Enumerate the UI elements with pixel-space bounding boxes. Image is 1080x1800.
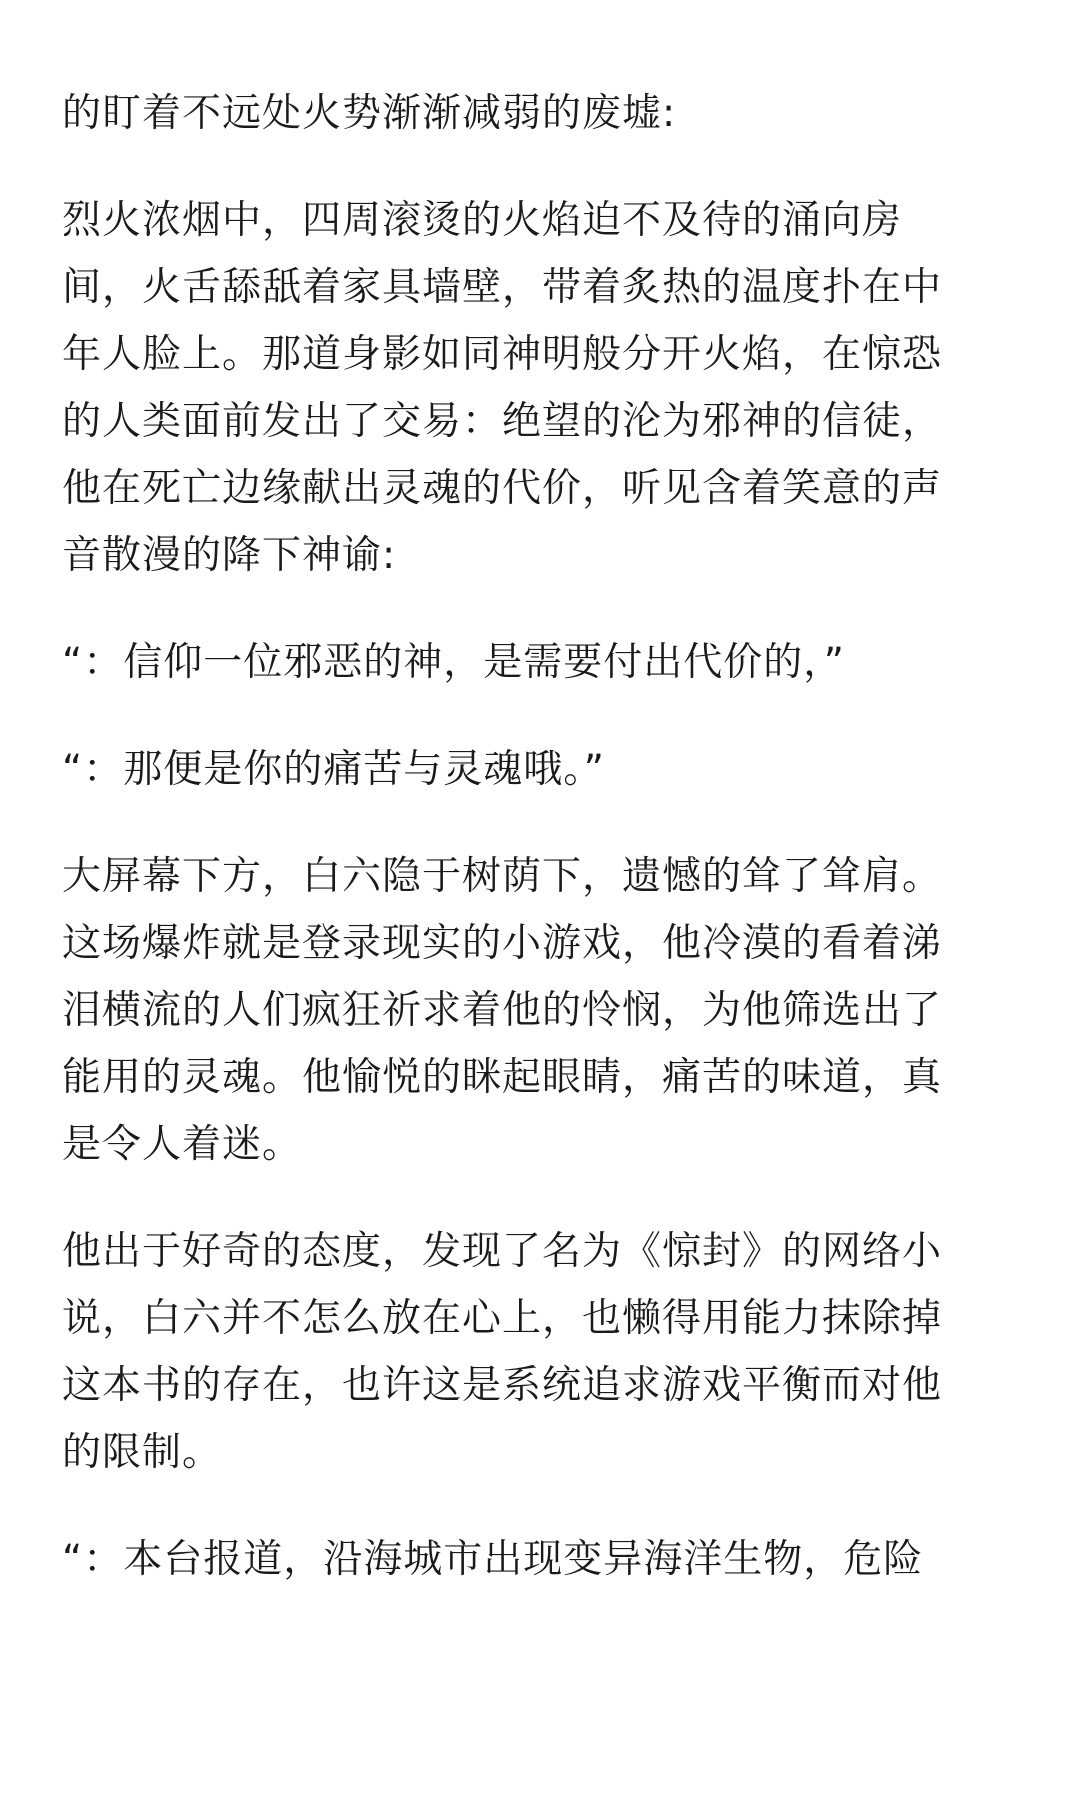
text-line: 间，火舌舔舐着家具墙壁，带着炙热的温度扑在中 (62, 265, 943, 310)
text-line: 音散漫的降下神谕: (62, 533, 397, 578)
paragraph-7 (62, 1526, 1022, 1593)
paragraph-4 (62, 736, 1022, 803)
text-line: “：本台报道，沿海城市出现变异海洋生物，危险 (62, 1537, 924, 1582)
text-line: 这场爆炸就是登录现实的小游戏，他冷漠的看着涕 (62, 921, 943, 966)
text-line: 的盯着不远处火势渐渐减弱的废墟: (62, 91, 677, 136)
text-line: “：信仰一位邪恶的神，是需要付出代价的，” (62, 640, 845, 685)
text-line: “：那便是你的痛苦与灵魂哦。” (62, 747, 605, 792)
text-line: 泪横流的人们疯狂祈求着他的怜悯，为他筛选出了 (62, 988, 943, 1033)
paragraph-6 (62, 1218, 1022, 1486)
paragraph-2 (62, 187, 1022, 589)
text-line: 的限制。 (62, 1430, 223, 1475)
text-line: 是令人着迷。 (62, 1122, 303, 1167)
text-line: 能用的灵魂。他愉悦的眯起眼睛，痛苦的味道，真 (62, 1055, 943, 1100)
text-line: 烈火浓烟中，四周滚烫的火焰迫不及待的涌向房 (62, 198, 903, 243)
paragraph-5 (62, 843, 1022, 1178)
text-line: 这本书的存在，也许这是系统追求游戏平衡而对他 (62, 1363, 943, 1408)
text-line: 年人脸上。那道身影如同神明般分开火焰，在惊恐 (62, 332, 943, 377)
text-line: 的人类面前发出了交易：绝望的沦为邪神的信徒， (62, 399, 943, 444)
article-body (62, 80, 1022, 1633)
text-line: 他在死亡边缘献出灵魂的代价，听见含着笑意的声 (62, 466, 943, 511)
paragraph-3 (62, 629, 1022, 696)
text-line: 他出于好奇的态度，发现了名为《惊封》的网络小 (62, 1229, 943, 1274)
paragraph-1 (62, 80, 1022, 147)
text-line: 说，白六并不怎么放在心上，也懒得用能力抹除掉 (62, 1296, 943, 1341)
text-line: 大屏幕下方，白六隐于树荫下，遗憾的耸了耸肩。 (62, 854, 943, 899)
